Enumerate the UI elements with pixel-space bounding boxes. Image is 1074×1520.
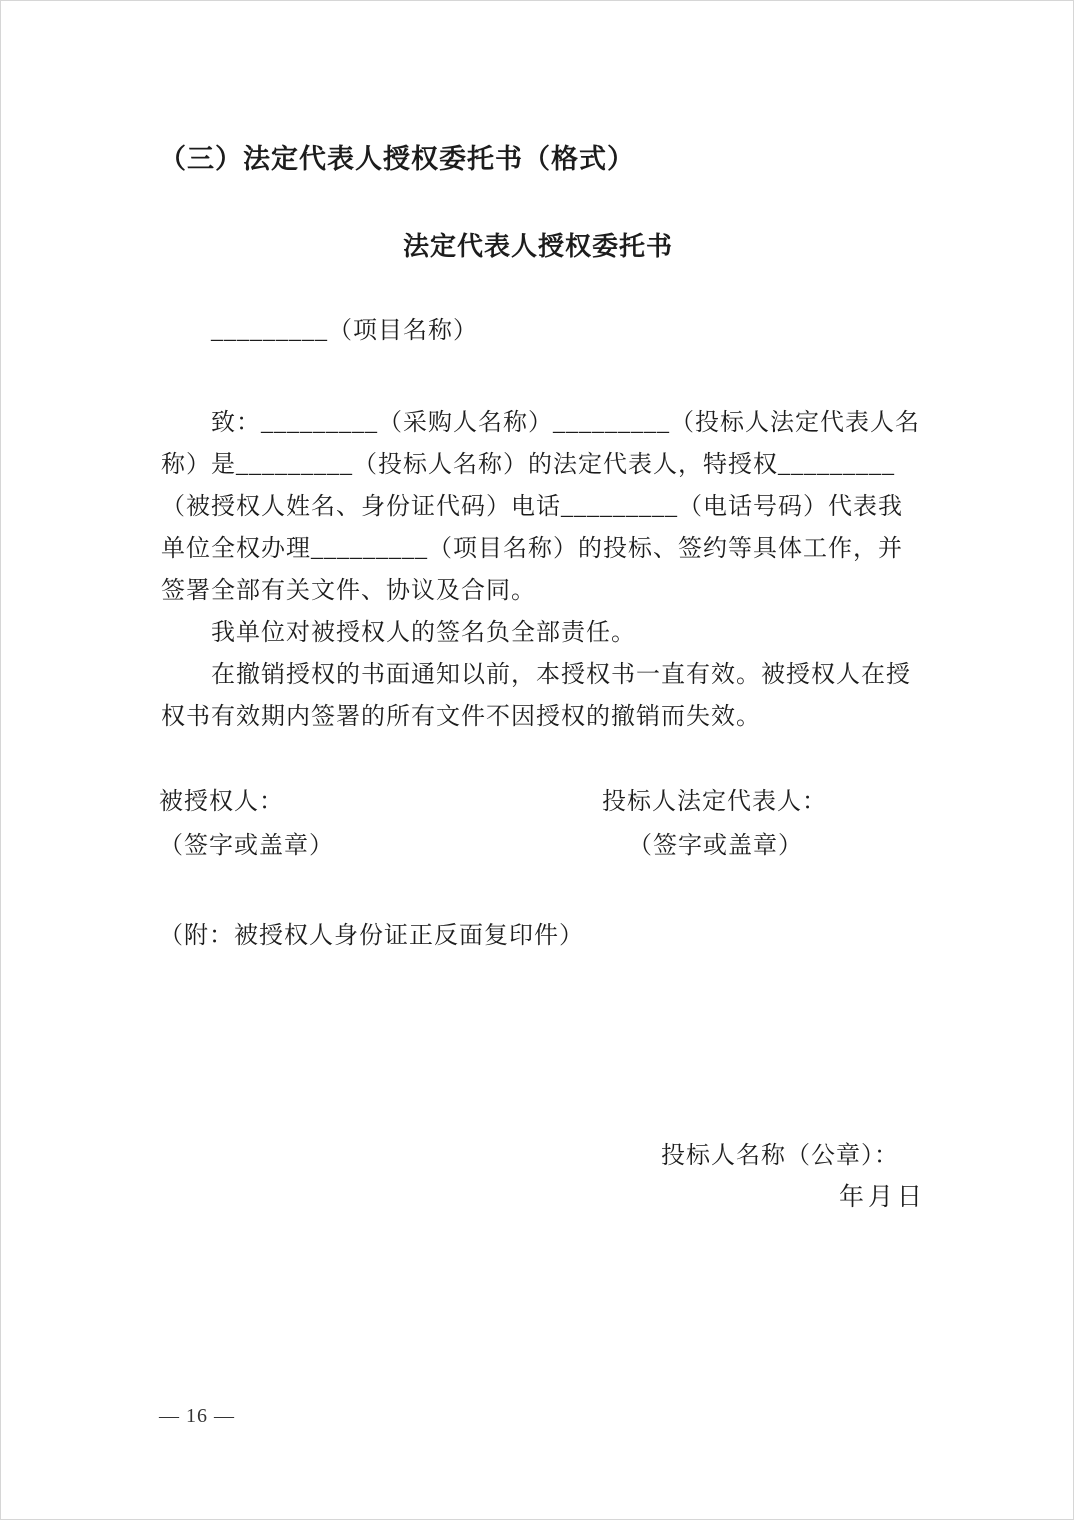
body-line: 签署全部有关文件、协议及合同。 bbox=[161, 578, 536, 604]
legal-representative-label: 投标人法定代表人： bbox=[602, 789, 827, 815]
bidder-stamp-line: 投标人名称（公章）： bbox=[661, 1143, 899, 1169]
document-title: 法定代表人授权委托书 bbox=[402, 232, 673, 261]
attachment-note: （附：被授权人身份证正反面复印件） bbox=[159, 923, 584, 949]
date-line: 年月日 bbox=[839, 1184, 927, 1211]
section-heading: （三）法定代表人授权委托书（格式） bbox=[159, 144, 635, 174]
legal-representative-sign-note: （签字或盖章） bbox=[628, 833, 803, 859]
body-line: 我单位对被授权人的签名负全部责任。 bbox=[211, 620, 636, 646]
project-name-blank: _________ bbox=[211, 318, 328, 344]
authorized-person-sign-note: （签字或盖章） bbox=[159, 833, 334, 859]
body-line: 单位全权办理_________（项目名称）的投标、签约等具体工作，并 bbox=[161, 536, 903, 562]
page-number: — 16 — bbox=[159, 1405, 235, 1427]
authorized-person-label: 被授权人： bbox=[159, 789, 284, 815]
body-line: （被授权人姓名、身份证代码）电话_________（电话号码）代表我 bbox=[161, 494, 903, 520]
authorization-body bbox=[161, 402, 931, 738]
project-name-label: （项目名称） bbox=[328, 318, 478, 344]
body-line: 称）是_________（投标人名称）的法定代表人，特授权_________ bbox=[161, 452, 895, 478]
project-name-line bbox=[161, 310, 971, 352]
body-line: 致：_________（采购人名称）_________（投标人法定代表人名 bbox=[211, 410, 920, 436]
body-line: 在撤销授权的书面通知以前，本授权书一直有效。被授权人在授 bbox=[211, 662, 911, 688]
body-line: 权书有效期内签署的所有文件不因授权的撤销而失效。 bbox=[161, 704, 761, 730]
